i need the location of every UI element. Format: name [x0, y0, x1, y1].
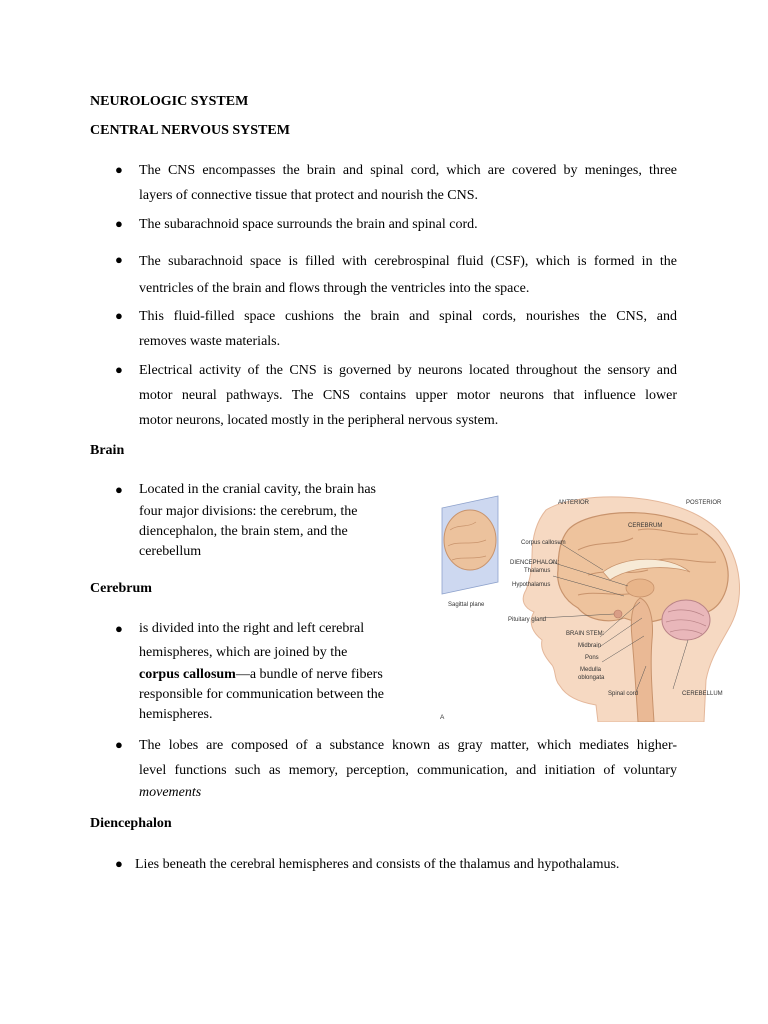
bullet-text: The subarachnoid space is filled with cerebrospinal fluid (CSF), which is formed in the ventricles of the brain and flows through the ventricles into the space.: [139, 254, 677, 296]
bullet-dot: ●: [115, 482, 123, 497]
bullet-text: Electrical activity of the CNS is governed by neurons located throughout the sensory and motor neural pathways. The CNS contains upper motor neurons that influence lower motor neurons, located mostly in the peripheral nervous system.: [139, 363, 677, 428]
bullet-text: Located in the cranial cavity, the brain has four major divisions: the cerebrum, the diencephalon, the brain stem, and the cerebellum: [139, 482, 376, 559]
term-corpus-callosum: corpus callosum: [139, 667, 236, 682]
subtitle-central-nervous-system: CENTRAL NERVOUS SYSTEM: [90, 123, 290, 138]
bullet-dot: ●: [115, 362, 123, 377]
bullet-text: Lies beneath the cerebral hemispheres and consists of the thalamus and hypothalamus.: [135, 857, 620, 872]
bullet-dot: ●: [115, 252, 123, 267]
italic-movements: movements: [139, 785, 202, 800]
title-neurologic-system: NEUROLOGIC SYSTEM: [90, 94, 249, 109]
figure-label-hypothalamus: Hypothalamus: [512, 582, 551, 588]
bullet-text: The subarachnoid space surrounds the brain and spinal cord.: [139, 217, 478, 232]
figure-label-corpus-callosum: Corpus callosum: [521, 540, 566, 546]
bullet-dot: ●: [115, 162, 123, 177]
brain-anatomy-figure: [428, 490, 750, 722]
figure-label-oblongata: oblongata: [578, 675, 605, 681]
figure-panel-label: A: [440, 714, 445, 721]
bullet-text: is divided into the right and left cerebral hemispheres, which are joined by the corpus callosum—a bundle of nerve fibers responsible for communication between the hemispheres.: [139, 621, 384, 722]
figure-label-anterior: ANTERIOR: [558, 500, 590, 506]
bullet-text: The lobes are composed of a substance known as gray matter, which mediates higher- level functions such as memory, perception, communication, and initiation of voluntary movements: [139, 738, 677, 800]
figure-label-midbrain: Midbrain: [578, 643, 602, 649]
bullet-dot: ●: [115, 737, 123, 752]
figure-label-cerebellum: CEREBELLUM: [682, 691, 723, 697]
bullet-dot: ●: [115, 216, 123, 231]
figure-label-cerebrum: CEREBRUM: [628, 523, 663, 529]
brain-sagittal-illustration: [428, 490, 750, 722]
bullet-text: The CNS encompasses the brain and spinal cord, which are covered by meninges, three layers of connective tissue that protect and nourish the CNS.: [139, 163, 677, 203]
figure-label-posterior: POSTERIOR: [686, 500, 722, 506]
figure-label-spinal-cord: Spinal cord: [608, 691, 639, 697]
heading-diencephalon: Diencephalon: [90, 816, 172, 831]
figure-label-medulla: Medulla: [580, 667, 602, 673]
figure-label-brain-stem: BRAIN STEM:: [566, 631, 605, 637]
figure-label-pons: Pons: [585, 655, 599, 661]
bullet-dot: ●: [115, 308, 123, 323]
bullet-dot: ●: [115, 621, 123, 636]
bullet-dot: ●: [115, 856, 123, 871]
figure-label-diencephalon: DIENCEPHALON:: [510, 560, 560, 566]
heading-cerebrum: Cerebrum: [90, 581, 152, 596]
figure-label-pituitary-gland: Pituitary gland: [508, 617, 547, 623]
bullet-text: This fluid-filled space cushions the brain and spinal cords, nourishes the CNS, and removes waste materials.: [139, 309, 677, 349]
heading-brain: Brain: [90, 443, 125, 458]
figure-label-sagittal-plane: Sagittal plane: [448, 602, 485, 608]
figure-label-thalamus: Thalamus: [524, 568, 551, 574]
